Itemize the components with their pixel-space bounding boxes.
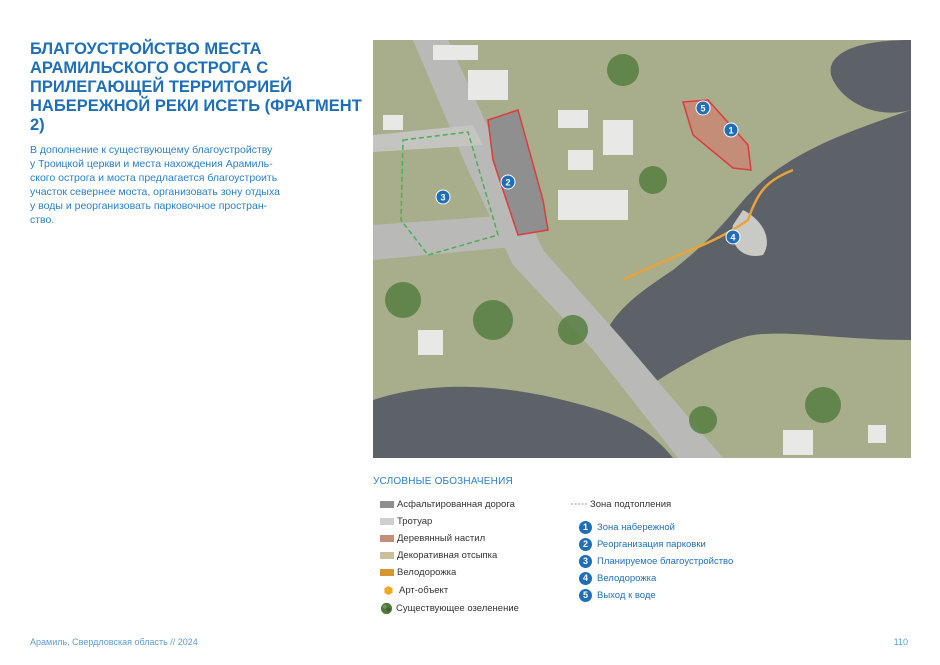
marker-label: 3 [440, 192, 446, 203]
legend-label: Существующее озеленение [396, 602, 519, 614]
legend-num-4 [579, 571, 656, 585]
marker-4[interactable] [726, 230, 740, 244]
legend-num-3 [579, 554, 733, 568]
description-line: у воды и реорганизовать парковочное простран- [30, 200, 268, 212]
legend-art-object [384, 583, 448, 597]
building [568, 150, 593, 170]
art-object-icon [384, 586, 393, 595]
marker-badge: 4 [579, 572, 592, 585]
legend-wood-deck [380, 531, 485, 545]
marker-label: 1 [728, 125, 734, 136]
legend-title: УСЛОВНЫЕ ОБОЗНАЧЕНИЯ [373, 476, 513, 487]
building [558, 110, 588, 128]
building [418, 330, 443, 355]
tree-cluster [558, 315, 588, 345]
flood-line-icon [571, 501, 587, 507]
legend-label: Выход к воде [597, 589, 656, 601]
legend-label: Реорганизация парковки [597, 538, 706, 550]
building [783, 430, 813, 455]
legend-num-1 [579, 520, 675, 534]
legend-gravel [380, 548, 497, 562]
marker-1[interactable] [724, 123, 738, 137]
marker-2[interactable] [501, 175, 515, 189]
marker-badge: 5 [579, 589, 592, 602]
marker-badge: 2 [579, 538, 592, 551]
legend-num-5 [579, 588, 656, 602]
legend-trees [380, 601, 519, 615]
title-line: АРАМИЛЬСКОГО ОСТРОГА С [30, 59, 269, 77]
tree-cluster [639, 166, 667, 194]
tree-cluster [607, 54, 639, 86]
map-canvas [373, 40, 911, 458]
page-number: 110 [893, 637, 908, 647]
legend-label: Тротуар [397, 515, 433, 527]
legend-label: Асфальтированная дорога [397, 498, 515, 510]
asphalt-swatch [380, 501, 394, 508]
legend-num-2 [579, 537, 706, 551]
marker-badge: 1 [579, 521, 592, 534]
tree-cluster [385, 282, 421, 318]
marker-label: 2 [505, 177, 511, 188]
building [558, 190, 628, 220]
legend-label: Велодорожка [397, 566, 457, 578]
sidewalk-swatch [380, 518, 394, 525]
description-line: у Троицкой церкви и места нахождения Арамиль- [30, 158, 273, 170]
building [603, 120, 633, 155]
description-line: участок севернее моста, организовать зону отдыха [30, 186, 280, 198]
building [383, 115, 403, 130]
gravel-swatch [380, 552, 394, 559]
building [433, 45, 478, 60]
description-line: В дополнение к существующему благоустройству [30, 144, 273, 156]
legend-label: Арт-объект [399, 584, 449, 596]
description-line: ство. [30, 214, 55, 226]
building [868, 425, 886, 443]
marker-label: 4 [730, 232, 736, 243]
marker-badge: 3 [579, 555, 592, 568]
title-line: БЛАГОУСТРОЙСТВО МЕСТА [30, 40, 262, 58]
description [30, 143, 300, 227]
footer-location: Арамиль, Свердловская область // 2024 [30, 637, 198, 647]
tree-icon [380, 602, 393, 615]
marker-3[interactable] [436, 190, 450, 204]
tree-cluster [805, 387, 841, 423]
tree-cluster [473, 300, 513, 340]
legend-label: Зона набережной [597, 521, 675, 533]
bike-path-swatch [380, 569, 394, 576]
legend-label: Зона подтопления [590, 498, 672, 510]
legend-label: Деревянный настил [397, 532, 486, 544]
legend-flood-zone [571, 497, 671, 511]
page-title [30, 40, 370, 135]
marker-5[interactable] [696, 101, 710, 115]
tree-cluster [689, 406, 717, 434]
site-plan-map [373, 40, 911, 458]
title-line: НАБЕРЕЖНОЙ РЕКИ ИСЕТЬ (ФРАГМЕНТ 2) [30, 97, 362, 134]
title-line: ПРИЛЕГАЮЩЕЙ ТЕРРИТОРИЕЙ [30, 78, 293, 96]
legend-asphalt [380, 497, 515, 511]
legend-bike-path [380, 565, 456, 579]
legend-label: Планируемое благоустройство [597, 555, 734, 567]
building [468, 70, 508, 100]
legend-label: Велодорожка [597, 572, 657, 584]
wood-deck-swatch [380, 535, 394, 542]
legend-label: Декоративная отсыпка [397, 549, 498, 561]
description-line: ского острога и моста предлагается благоустроить [30, 172, 278, 184]
legend-sidewalk [380, 514, 432, 528]
marker-label: 5 [700, 103, 706, 114]
